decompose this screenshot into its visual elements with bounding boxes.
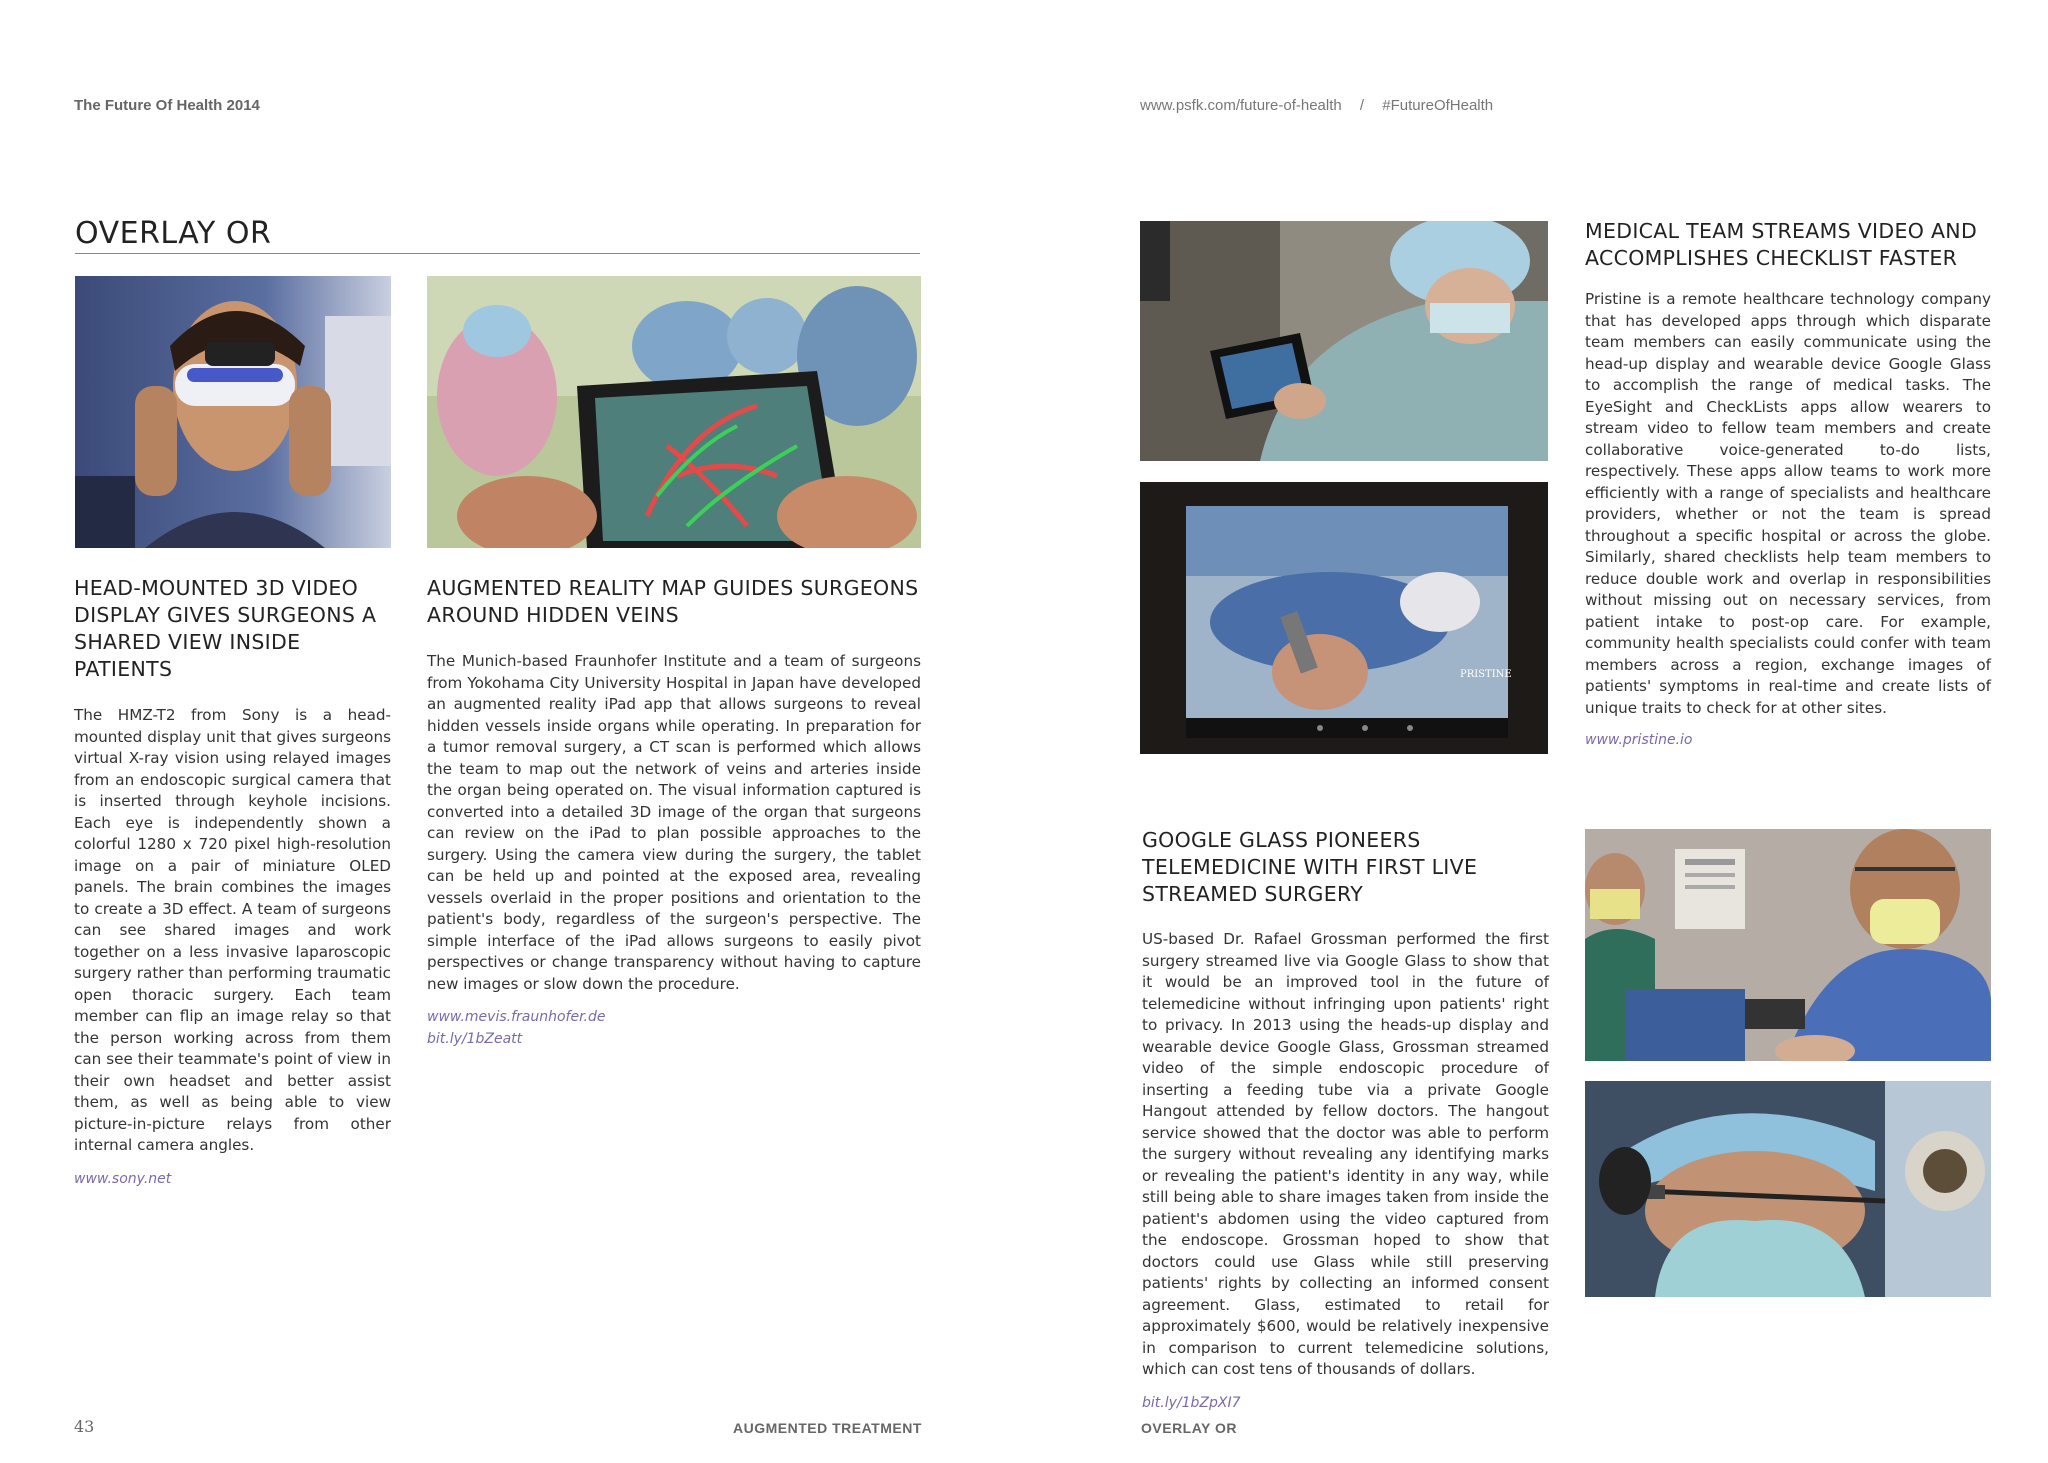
article-title: AUGMENTED REALITY MAP GUIDES SURGEONS AROUND HIDDEN VEINS xyxy=(427,576,919,627)
page-number: 43 xyxy=(74,1417,95,1436)
photo-surgeon-tablet xyxy=(1140,221,1548,461)
photo-head-mounted-display xyxy=(75,276,391,548)
article-link[interactable]: www.mevis.fraunhofer.de xyxy=(427,1009,606,1025)
article-link[interactable]: www.sony.net xyxy=(74,1170,172,1187)
article-augmented-reality-map xyxy=(427,575,921,1050)
photo-tablet-stream xyxy=(1140,482,1548,754)
article-link[interactable]: bit.ly/1bZeatt xyxy=(427,1031,523,1047)
article-title: GOOGLE GLASS PIONEERS TELEMEDICINE WITH FIRST LIVE STREAMED SURGERY xyxy=(1142,828,1478,906)
header-url[interactable]: www.psfk.com/future-of-health xyxy=(1140,97,1342,114)
article-link[interactable]: bit.ly/1bZpXI7 xyxy=(1142,1394,1241,1411)
section-rule xyxy=(75,253,920,254)
article-medical-team-streams xyxy=(1585,218,1991,751)
article-body: The Munich-based Fraunhofer Institute and a team of surgeons from Yokohama City University Hospital in Japan have developed an augmented reality iPad app that allows surgeons to reveal hidden vessels inside organs while operating. In preparation for a tumor removal surgery, a CT scan is performed which allows the team to map out the network of veins and arteries inside the organ being operated on. The visual information captured is converted into a detailed 3D image of the organ that surgeons can review on the iPad to plan possible approaches to the surgery. Using the camera view during the surgery, the tablet can be held up and pointed at the exposed area, revealing vessels overlaid in the proper positions and orientation to the patient's body, regardless of the surgeon's perspective. The simple interface of the iPad allows surgeons to easily pivot perspectives or change transparency without having to capture new images or slow down the procedure. xyxy=(427,652,921,993)
publication-title: The Future Of Health 2014 xyxy=(74,97,260,114)
footer-section-left: AUGMENTED TREATMENT xyxy=(733,1420,922,1436)
header-hashtag[interactable]: #FutureOfHealth xyxy=(1382,97,1494,114)
photo-augmented-reality-ipad xyxy=(427,276,921,548)
article-google-glass-telemedicine xyxy=(1142,827,1549,1414)
header-separator: / xyxy=(1359,97,1365,114)
article-body: The HMZ-T2 from Sony is a head-mounted display unit that gives surgeons virtual X-ray vision using relayed images from an endoscopic surgical camera that is inserted through keyhole incisions. Each eye is independently shown a colorful 1280 x 720 pixel high-resolution image on a pair of miniature OLED panels. The brain combines the images to create a 3D effect. A team of surgeons can see shared images and work together on a less invasive laparoscopic surgery rather than performing traumatic open thoracic surgery. Each team member can flip an image relay so that the person working across from them can see their teammate's point of view in their own headset and better assist them, as well as being able to view picture-in-picture relays from other internal camera angles. xyxy=(74,706,391,1154)
article-title: HEAD-MOUNTED 3D VIDEO DISPLAY GIVES SURGEONS A SHARED VIEW INSIDE PATIENTS xyxy=(74,576,377,681)
header-links xyxy=(1140,97,1493,114)
article-title: MEDICAL TEAM STREAMS VIDEO AND ACCOMPLISHES CHECKLIST FASTER xyxy=(1585,219,1978,270)
section-title: OVERLAY OR xyxy=(75,216,272,251)
tablet-brand-text: PRISTINE xyxy=(1460,669,1512,680)
article-link[interactable]: www.pristine.io xyxy=(1585,732,1693,748)
article-body: US-based Dr. Rafael Grossman performed the first surgery streamed live via Google Glass to show that it would be an improved tool in the future of telemedicine without infringing upon patients' right to privacy. In 2013 using the heads-up display and wearable device Google Glass, Grossman streamed video of the simple endoscopic procedure of inserting a feeding tube via a private Google Hangout attended by fellow doctors. The hangout service showed that the doctor was able to perform the surgery without revealing any identifying marks or revealing the patient's identity in any way, while still being able to share images taken from inside the patient's abdomen using the video captured from the endoscope. Grossman hoped to show that doctors could use Glass while still preserving patients' rights by collecting an informed consent agreement. Glass, estimated to retail for approximately $600, would be relatively inexpensive in comparison to current telemedicine solutions, which can cost tens of thousands of dollars. xyxy=(1142,930,1549,1378)
photo-surgeon-closeup xyxy=(1585,1081,1991,1297)
article-head-mounted-display xyxy=(74,575,391,1190)
footer-section-right: OVERLAY OR xyxy=(1141,1420,1238,1436)
article-body: Pristine is a remote healthcare technology company that has developed apps through which disparate team members can easily communicate using the head-up display and wearable device Google Glass to accomplish the range of medical tasks. The EyeSight and CheckLists apps allow wearers to stream video to fellow team members and create collaborative voice-generated to-do lists, respectively. These apps allow teams to work more efficiently with a range of specialists and healthcare providers, whether or not the team is spread throughout a specific hospital or across the globe. Similarly, shared checklists help team members to reduce double work and overlap in responsibilities without missing out on necessary services, from patient intake to post-op care. For example, community health specialists could confer with team members across a region, exchange images of patients' symptoms in real-time and create lists of unique traits to check for at other sites. xyxy=(1585,290,1991,717)
photo-surgeons-google-glass xyxy=(1585,829,1991,1061)
